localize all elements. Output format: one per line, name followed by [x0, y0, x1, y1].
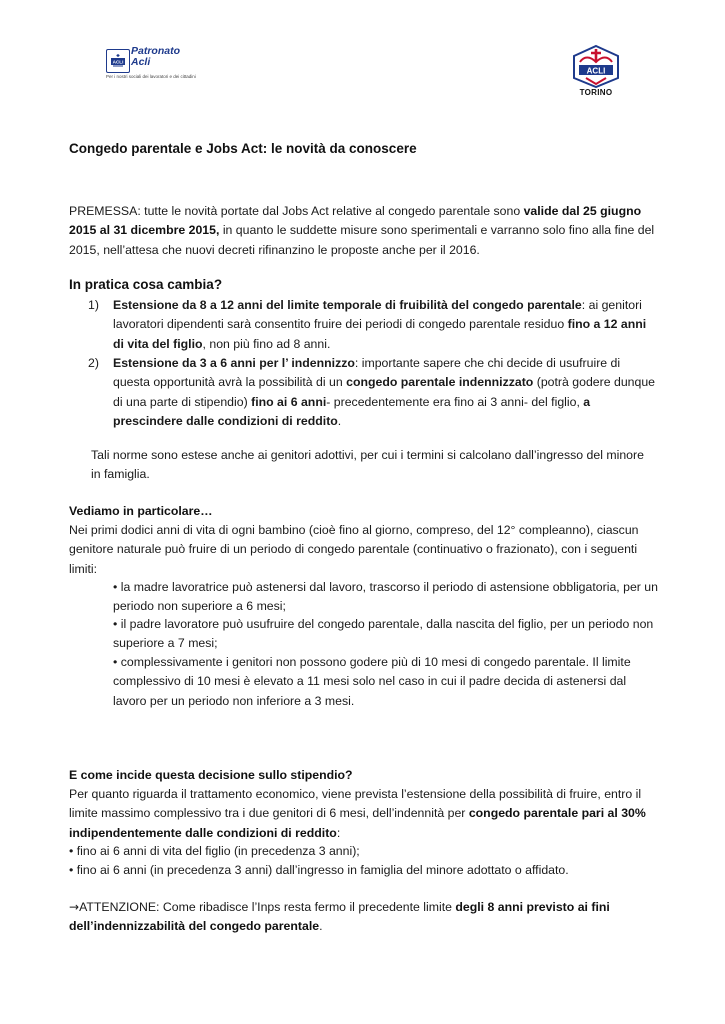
salary-bullet-1: • fino ai 6 anni di vita del figlio (in precedenza 3 anni); [69, 844, 360, 858]
torino-caption: TORINO [579, 88, 613, 97]
list-item-2-bold-3: fino ai 6 anni [251, 394, 327, 409]
attention-text-2: . [319, 919, 323, 934]
list-item-2-bold-2: congedo parentale indennizzato [346, 375, 534, 390]
section-heading-changes: In pratica cosa cambia? [69, 277, 223, 292]
acli-torino-emblem-icon [570, 44, 622, 88]
list-number-2: 2) [88, 356, 99, 370]
list-item-1-text-2: , non più fino ad 8 anni. [202, 336, 331, 351]
list-item-2 [113, 354, 658, 432]
patronato-acli-icon [106, 49, 130, 73]
list-item-1-text-1: : ai genitori lavoratori dipendenti sarà consentito fruire dei periodi di congedo parentale residuo [113, 298, 642, 332]
right-arrow-icon: → [69, 900, 80, 914]
svg-text:ACLI: ACLI [586, 66, 606, 76]
salary-text-2: : [336, 825, 341, 840]
premessa-text-1: PREMESSA: tutte le novità portate dal Jobs Act relative al congedo parentale sono [69, 204, 524, 218]
salary-bullet-2: • fino ai 6 anni (in precedenza 3 anni) dall’ingresso in famiglia del minore adottato o affidato. [69, 863, 569, 877]
list-number-1: 1) [88, 298, 99, 312]
acli-torino-logo [570, 44, 622, 102]
list-item-2-text-2: (potrà godere dunque di una parte di stipendio) [113, 375, 656, 409]
section-heading-details: Vediamo in particolare… [69, 504, 213, 518]
premessa-bold-dates: valide dal 25 giugno 2015 al 31 dicembre 2015, [69, 204, 642, 238]
details-bullet-3: • complessivamente i genitori non possono godere più di 10 mesi di congedo parentale. Il limite complessivo di 10 mesi è elevato a 11 mesi solo nel caso in cui il padre decida di astenersi dal lavoro per un periodo non inferiore a 3 mesi. [113, 655, 631, 708]
premessa-paragraph [69, 202, 659, 260]
list-item-2-text-3: - precedentemente era fino ai 3 anni- del figlio, [326, 394, 584, 409]
list-item-2-text-4: . [337, 414, 342, 429]
patronato-acli-logo [106, 46, 201, 84]
salary-paragraph [69, 785, 659, 843]
salary-bold-30-percent: congedo parentale pari al 30% indipendentemente dalle condizioni di reddito [69, 806, 646, 840]
section-details-intro: Nei primi dodici anni di vita di ogni bambino (cioè fino al giorno, compreso, del 12° compleanno), ciascun genitore naturale può fruire di un periodo di congedo parentale (continuativo o frazionato), con i seguenti limiti: [69, 523, 639, 576]
list-item-1 [113, 296, 658, 354]
svg-text:ACLI: ACLI [112, 59, 124, 65]
premessa-text-2: in quanto le suddette misure sono sperimentali e varranno solo fino alla fine del 2015, nell’attesa che nuovi decreti rifinanzino le proposte anche per il 2016. [69, 223, 655, 257]
adoptive-parents-note: Tali norme sono estese anche ai genitori adottivi, per cui i termini si calcolano dall’ingresso del minore in famiglia. [91, 448, 644, 482]
list-item-1-bold-2: fino a 12 anni di vita del figlio [113, 317, 647, 351]
attention-text-1: ATTENZIONE: Come ribadisce l’Inps resta fermo il precedente limite [79, 900, 456, 914]
salary-text-1: Per quanto riguarda il trattamento economico, viene prevista l’estensione della possibilità di fruire, entro il limite massimo complessivo tra i due genitori di 6 mesi, dell’indennità per [69, 787, 642, 821]
list-item-2-bold-4: a prescindere dalle condizioni di reddito [113, 394, 591, 429]
list-item-2-text-1: : importante sapere che chi decide di usufruire di questa opportunità avrà la possibilità di un [113, 356, 621, 390]
patronato-acli-tagline: Per i nostri sociali dei lavoratori e dei cittadini [106, 74, 196, 79]
section-heading-salary: E come incide questa decisione sullo stipendio? [69, 768, 353, 782]
patronato-acli-name: Patronato Acli [131, 45, 181, 68]
list-item-1-bold-1: Estensione da 8 a 12 anni del limite temporale di fruibilità del congedo parentale [113, 298, 582, 312]
details-bullet-1: • la madre lavoratrice può astenersi dal lavoro, trascorso il periodo di astensione obbligatoria, per un periodo non superiore a 6 mesi; [113, 580, 658, 614]
attention-paragraph [69, 898, 659, 937]
list-item-2-bold-1: Estensione da 3 a 6 anni per l’ indennizzo [113, 356, 355, 370]
attention-bold: degli 8 anni previsto ai fini dell’indennizzabilità del congedo parentale [69, 900, 610, 934]
document-title: Congedo parentale e Jobs Act: le novità da conoscere [69, 141, 417, 156]
details-bullet-2: • il padre lavoratore può usufruire del congedo parentale, dalla nascita del figlio, per un periodo non superiore a 7 mesi; [113, 617, 654, 651]
